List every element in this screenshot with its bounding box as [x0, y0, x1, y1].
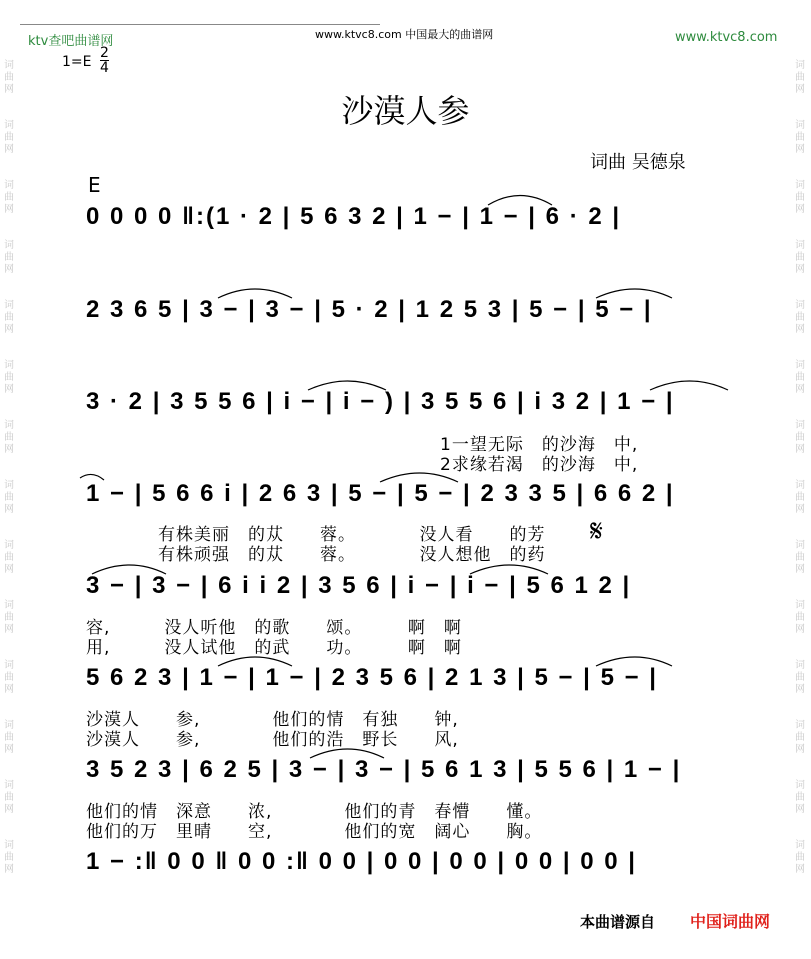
right-watermark: 词曲网 [795, 840, 805, 875]
time-sig-bottom: 4 [100, 60, 109, 76]
composer-credit: 词曲 吴德泉 [590, 152, 686, 173]
lyric-line-5a: 容, 没人听他 的歌 颂。 啊 啊 [86, 618, 462, 638]
left-watermark: 词曲网 [4, 240, 14, 275]
slur-12 [310, 749, 384, 758]
right-watermark: 词曲网 [795, 660, 805, 695]
slur-9 [470, 565, 548, 574]
header-left-site[interactable]: ktv查吧曲谱网 [28, 34, 114, 49]
lyric-line-6a: 沙漠人 参, 他们的情 有独 钟, [86, 710, 459, 730]
right-watermark: 词曲网 [795, 480, 805, 515]
header-center-site[interactable]: www.ktvc8.com 中国最大的曲谱网 [315, 28, 494, 41]
staff-line-6: 5 6 2 3 | 1 − | 1 − | 2 3 5 6 | 2 1 3 | 5 − | 5 − | [86, 664, 658, 691]
staff-line-4: 1 − | 5 6 6 i | 2 6 3 | 5 − | 5 − | 2 3 3 5 | 6 6 2 | [86, 480, 675, 507]
staff-line-5: 3 − | 3 − | 6 i i 2 | 3 5 6 | i − | i − | 5 6 1 2 | [86, 572, 632, 599]
key-signature: 1=E [62, 54, 92, 70]
staff-line-8: 1 − :‖ 0 0 ‖ 0 0 :‖ 0 0 | 0 0 | 0 0 | 0 0 | 0 0 | [86, 848, 637, 875]
left-watermark: 词曲网 [4, 720, 14, 755]
lyric-line-6b: 沙漠人 参, 他们的浩 野长 风, [86, 730, 459, 750]
lyric-line-3b: 2求缘若渴 的沙海 中, [440, 455, 639, 475]
slur-7 [380, 473, 458, 482]
right-watermark: 词曲网 [795, 360, 805, 395]
right-watermark: 词曲网 [795, 240, 805, 275]
left-watermark: 词曲网 [4, 540, 14, 575]
slur-11 [596, 657, 672, 666]
slur-2 [218, 289, 292, 298]
left-watermark: 词曲网 [4, 600, 14, 635]
page-title: 沙漠人参 [341, 92, 470, 130]
right-watermark: 词曲网 [795, 300, 805, 335]
segno-sign: 𝄋 [590, 514, 603, 549]
lyric-line-7b: 他们的万 里晴 空, 他们的宽 阔心 胸。 [86, 822, 543, 842]
left-watermark: 词曲网 [4, 60, 14, 95]
left-watermark: 词曲网 [4, 360, 14, 395]
lyric-line-7a: 他们的情 深意 浓, 他们的青 春懵 懂。 [86, 802, 543, 822]
slur-6 [80, 474, 104, 480]
left-watermark: 词曲网 [4, 420, 14, 455]
right-watermark: 词曲网 [795, 120, 805, 155]
left-watermark: 词曲网 [4, 840, 14, 875]
header-right-url[interactable]: www.ktvc8.com [675, 30, 778, 45]
slur-10 [218, 657, 292, 666]
footer-source-label: 本曲谱源自 [580, 913, 656, 931]
left-watermark: 词曲网 [4, 660, 14, 695]
footer-source-site[interactable]: 中国词曲网 [690, 912, 771, 931]
slur-4 [308, 381, 386, 390]
left-watermark: 词曲网 [4, 180, 14, 215]
left-watermark: 词曲网 [4, 480, 14, 515]
staff-line-7: 3 5 2 3 | 6 2 5 | 3 − | 3 − | 5 6 1 3 | 5 5 6 | 1 − | [86, 756, 682, 783]
right-watermark: 词曲网 [795, 780, 805, 815]
lyric-line-4a: 有株美丽 的苁 蓉。 没人看 的芳 [158, 525, 546, 545]
slur-5 [650, 381, 728, 390]
slur-8 [92, 565, 166, 574]
left-watermark: 词曲网 [4, 120, 14, 155]
lyric-line-3a: 1一望无际 的沙海 中, [440, 435, 639, 455]
slur-1 [488, 196, 552, 206]
staff-line-2: 2 3 6 5 | 3 − | 3 − | 5 · 2 | 1 2 5 3 | 5 − | 5 − | [86, 296, 653, 323]
right-watermark: 词曲网 [795, 420, 805, 455]
right-watermark: 词曲网 [795, 180, 805, 215]
left-watermark: 词曲网 [4, 780, 14, 815]
left-watermark: 词曲网 [4, 300, 14, 335]
right-watermark: 词曲网 [795, 720, 805, 755]
chord-symbol: E [88, 173, 101, 197]
lyric-line-4b: 有株顽强 的苁 蓉。 没人想他 的药 [158, 545, 546, 565]
slur-3 [596, 289, 672, 298]
right-watermark: 词曲网 [795, 600, 805, 635]
right-watermark: 词曲网 [795, 540, 805, 575]
right-watermark: 词曲网 [795, 60, 805, 95]
lyric-line-5b: 用, 没人试他 的武 功。 啊 啊 [86, 638, 462, 658]
staff-line-3: 3 · 2 | 3 5 5 6 | i − | i − ) | 3 5 5 6 | i 3 2 | 1 − | [86, 388, 675, 415]
staff-line-1: 0 0 0 0 ‖:(1 · 2 | 5 6 3 2 | 1 − | 1 − | 6 · 2 | [86, 203, 622, 230]
time-sig-top: 2 [100, 45, 109, 61]
